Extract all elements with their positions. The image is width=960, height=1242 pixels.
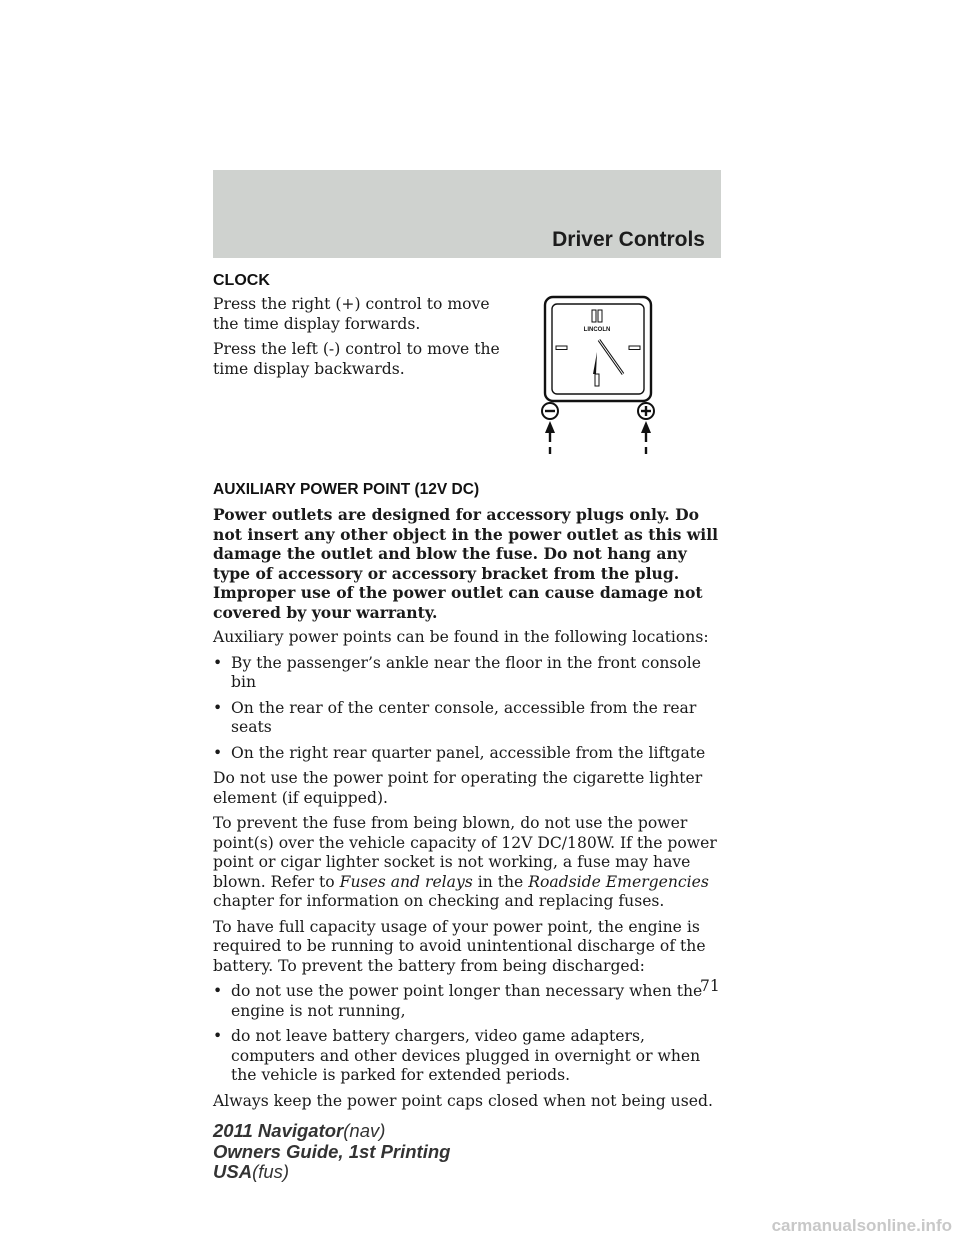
clock-illustration bbox=[505, 288, 690, 463]
arrow-up-icon bbox=[641, 421, 651, 454]
site-watermark: carmanualsonline.info bbox=[771, 1216, 952, 1235]
aux-warning: Power outlets are designed for accessory plugs only. Do not insert any other object in the power outlet as this will damage the outlet and blow the fuse. Do not hang any type of accessory or accessory bracket from the plug. Improper use of the power outlet can cause damage not covered by your warranty. bbox=[213, 505, 719, 622]
list-item: • On the rear of the center console, accessible from the rear seats bbox=[213, 698, 697, 736]
aux-fuse-paragraph: To prevent the fuse from being blown, do not use the power point(s) over the vehicle capacity of 12V DC/180W. If the power point or cigar lighter socket is not working, a fuse may have blown. Refer to Fuses and relays in the Roadside Emergencies chapter for information on checking and replacing fuses. bbox=[213, 814, 717, 910]
clock-brand-label: LINCOLN bbox=[583, 327, 611, 333]
clock-heading: CLOCK bbox=[213, 272, 270, 289]
list-item: • do not leave battery chargers, video game adapters, computers and other devices plugged in overnight or when the vehicle is parked for extended periods. bbox=[213, 1027, 701, 1084]
plus-control-icon[interactable] bbox=[638, 403, 654, 419]
aux-caps: Always keep the power point caps closed when not being used. bbox=[213, 1091, 713, 1110]
list-item: • By the passenger’s ankle near the floor in the front console bin bbox=[213, 653, 702, 691]
page-number: 71 bbox=[700, 977, 720, 995]
aux-capacity: To have full capacity usage of your power point, the engine is required to be running to avoid unintentional discharge of the battery. To prevent the battery from being discharged: bbox=[213, 917, 706, 975]
fuses-relays-reference: Fuses and relays bbox=[339, 872, 473, 891]
section-header-band bbox=[213, 170, 721, 258]
aux-power-body bbox=[213, 505, 723, 1117]
list-item: • On the right rear quarter panel, accessible from the liftgate bbox=[213, 743, 706, 762]
document-footer: 2011 Navigator(nav) Owners Guide, 1st Printing USA(fus) bbox=[213, 1120, 451, 1182]
list-item: • do not use the power point longer than necessary when the engine is not running, bbox=[213, 982, 703, 1020]
arrow-up-icon bbox=[545, 421, 555, 454]
aux-intro: Auxiliary power points can be found in the following locations: bbox=[213, 628, 709, 646]
aux-no-lighter: Do not use the power point for operating the cigarette lighter element (if equipped). bbox=[213, 769, 703, 807]
minus-control-icon[interactable] bbox=[542, 403, 558, 419]
clock-backward-instruction: Press the left (-) control to move the time display backwards. bbox=[213, 340, 500, 378]
aux-power-heading: AUXILIARY POWER POINT (12V DC) bbox=[213, 481, 480, 498]
roadside-emergencies-reference: Roadside Emergencies bbox=[528, 872, 709, 891]
section-title-driver-controls: Driver Controls bbox=[552, 228, 705, 251]
clock-forward-instruction: Press the right (+) control to move the time display forwards. bbox=[213, 295, 490, 333]
